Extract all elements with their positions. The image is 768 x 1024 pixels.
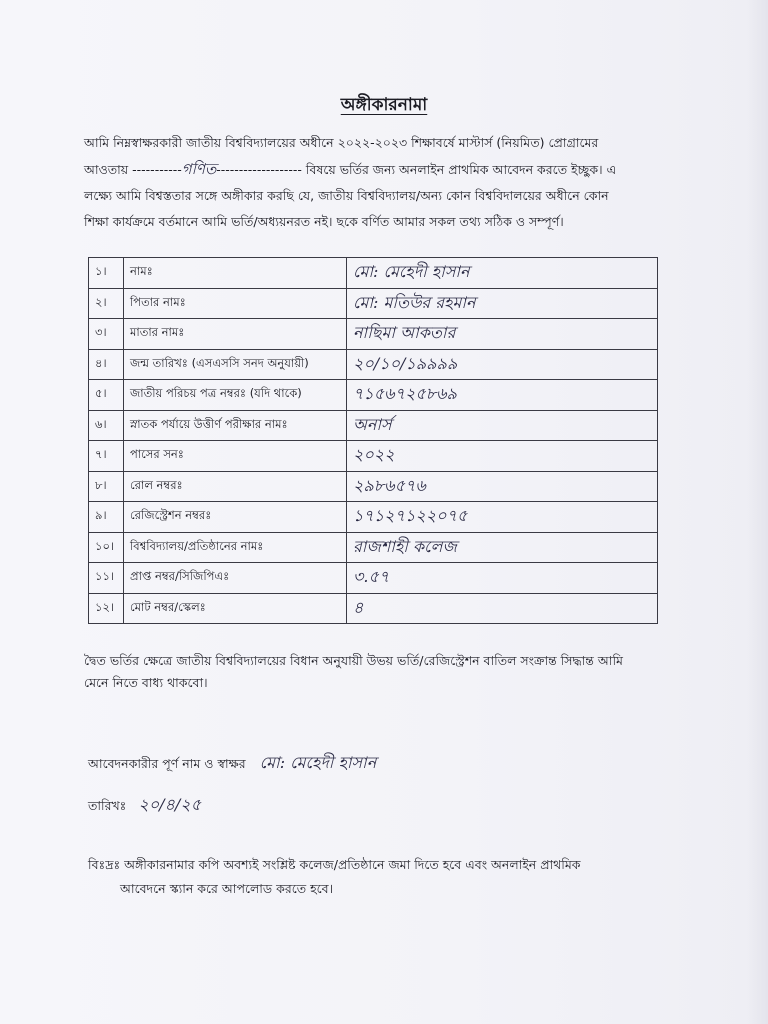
row-handwritten-value: নাছিমা আকতার (353, 323, 456, 343)
info-table (88, 257, 658, 624)
row-handwritten-value: মো: মতিউর রহমান (353, 292, 476, 312)
table-row (89, 502, 658, 533)
row-value (347, 380, 658, 411)
row-number: ৫। (89, 380, 124, 411)
row-label: জন্ম তারিখঃ (এসএসসি সনদ অনুযায়ী) (124, 349, 347, 380)
row-number: ৯। (89, 502, 124, 533)
row-handwritten-value: রাজশাহী কলেজ (353, 536, 457, 556)
row-handwritten-value: ৩.৫৭ (353, 567, 390, 587)
row-handwritten-value: ৭১৫৬৭২৫৮৬৯ (353, 384, 457, 404)
table-row (89, 471, 658, 502)
row-value (347, 258, 658, 289)
table-row (89, 349, 658, 380)
row-number: ৮। (89, 471, 124, 502)
para2-line2: মেনে নিতে বাধ্য থাকবো। (84, 675, 208, 690)
row-label: জাতীয় পরিচয় পত্র নম্বরঃ (যদি থাকে) (124, 380, 347, 411)
row-handwritten-value: ১৭১২৭১২২০৭৫ (353, 506, 468, 526)
info-table-body (89, 258, 658, 624)
row-label: নামঃ (124, 258, 347, 289)
para1-line1: আমি নিম্নস্বাক্ষরকারী জাতীয় বিশ্ববিদ্যালয়ের অধীনে ২০২২-২০২৩ শিক্ষাবর্ষে মাস্টার্স (নিয়মিত) প্রোগ্রামের (84, 135, 599, 150)
date-row (88, 792, 201, 819)
row-number: ১২। (89, 593, 124, 624)
declaration-paragraph (84, 130, 664, 235)
row-number: ২। (89, 288, 124, 319)
row-label: পিতার নামঃ (124, 288, 347, 319)
para1-line2 (84, 156, 664, 183)
row-value (347, 593, 658, 624)
row-label: রেজিস্ট্রেশন নম্বরঃ (124, 502, 347, 533)
row-value (347, 349, 658, 380)
note-line2: আবেদনে স্ক্যান করে আপলোড করতে হবে। (120, 881, 334, 896)
subject-blank: ----------- (132, 162, 182, 177)
row-label: স্নাতক পর্যায়ে উত্তীর্ণ পরীক্ষার নামঃ (124, 410, 347, 441)
note-paragraph (88, 853, 668, 901)
table-row (89, 410, 658, 441)
table-row (89, 258, 658, 289)
row-label: মোট নম্বর/স্কেলঃ (124, 593, 347, 624)
row-value (347, 288, 658, 319)
row-number: ৬। (89, 410, 124, 441)
table-row (89, 593, 658, 624)
row-value (347, 563, 658, 594)
row-value (347, 410, 658, 441)
page-edge (746, 0, 768, 1024)
para2-line1: দ্বৈত ভর্তির ক্ষেত্রে জাতীয় বিশ্ববিদ্যালয়ের বিধান অনুযায়ী উভয় ভর্তি/রেজিস্ট্রেশন বাতিল সংক্রান্ত সিদ্ধান্ত আমি (84, 653, 623, 668)
para1-line2-suffix: বিষয়ে ভর্তির জন্য অনলাইন প্রাথমিক আবেদন করতে ইচ্ছুক। এ (305, 162, 617, 177)
date-label: তারিখঃ (88, 798, 127, 813)
row-value (347, 319, 658, 350)
row-handwritten-value: ২০২২ (353, 445, 395, 465)
row-label: রোল নম্বরঃ (124, 471, 347, 502)
table-row (89, 319, 658, 350)
subject-blank-tail: ------------------- (216, 162, 302, 177)
row-label: বিশ্ববিদ্যালয়/প্রতিষ্ঠানের নামঃ (124, 532, 347, 563)
para1-line2-prefix: আওতায় (84, 162, 129, 177)
row-number: ৩। (89, 319, 124, 350)
table-row (89, 532, 658, 563)
row-handwritten-value: ২০/১০/১৯৯৯৯ (353, 353, 458, 373)
table-row (89, 441, 658, 472)
row-handwritten-value: মো: মেহেদী হাসান (353, 262, 470, 282)
row-number: ৭। (89, 441, 124, 472)
para1-line3: লক্ষ্যে আমি বিশ্বস্ততার সঙ্গে অঙ্গীকার করছি যে, জাতীয় বিশ্ববিদ্যালয়/অন্য কোন বিশ্ববিদালয়ের অধীনে কোন (84, 188, 609, 203)
row-handwritten-value: ৪ (353, 597, 364, 617)
row-number: ৪। (89, 349, 124, 380)
row-label: প্রাপ্ত নম্বর/সিজিপিএঃ (124, 563, 347, 594)
row-handwritten-value: অনার্স (353, 414, 392, 434)
row-label: পাসের সনঃ (124, 441, 347, 472)
row-number: ১০। (89, 532, 124, 563)
dual-admission-paragraph (84, 650, 664, 694)
applicant-label: আবেদনকারীর পূর্ণ নাম ও স্বাক্ষর (88, 756, 246, 771)
document-title (0, 92, 768, 120)
applicant-signature-row (88, 750, 376, 777)
row-label: মাতার নামঃ (124, 319, 347, 350)
date-value: ২০/৪/২৫ (138, 795, 202, 814)
row-value (347, 502, 658, 533)
table-row (89, 380, 658, 411)
table-row (89, 288, 658, 319)
subject-handwritten: গণিত (181, 160, 217, 178)
row-number: ১। (89, 258, 124, 289)
para1-line4: শিক্ষা কার্যক্রমে বর্তমানে আমি ভর্তি/অধ্যয়নরত নই। ছকে বর্ণিত আমার সকল তথ্য সঠিক ও সম্পূর্ণ। (84, 214, 564, 229)
row-handwritten-value: ২৯৮৬৫৭৬ (353, 475, 426, 495)
applicant-signature: মো: মেহেদী হাসান (259, 753, 377, 772)
table-row (89, 563, 658, 594)
row-value (347, 441, 658, 472)
title-text: অঙ্গীকারনামা (340, 95, 428, 115)
note-line1: বিঃদ্রঃ অঙ্গীকারনামার কপি অবশ্যই সংশ্লিষ্ট কলেজ/প্রতিষ্ঠানে জমা দিতে হবে এবং অনলাইন প্রাথমিক (88, 857, 581, 872)
row-value (347, 532, 658, 563)
row-number: ১১। (89, 563, 124, 594)
row-value (347, 471, 658, 502)
